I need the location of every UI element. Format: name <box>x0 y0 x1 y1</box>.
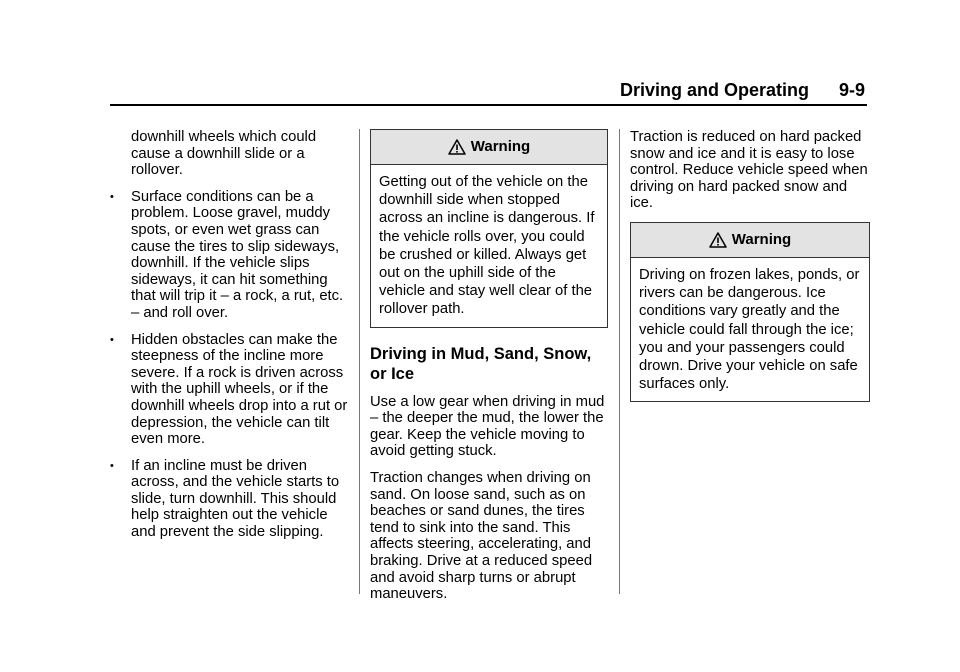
bullet-text: If an incline must be driven across, and the vehicle starts to slide, turn downhill. This should help straighten out the vehicle and prevent the side slipping. <box>131 457 340 541</box>
paragraph: Use a low gear when driving in mud – the deeper the mud, the lower the gear. Keep the vehicle moving to avoid getting stuck. <box>370 393 605 460</box>
warning-box <box>370 129 608 328</box>
warning-triangle-icon <box>709 232 727 248</box>
paragraph: Traction is reduced on hard packed snow and ice and it is easy to lose control. Reduce vehicle speed when driving on hard packed snow and ice. <box>630 129 868 212</box>
header-rule <box>110 104 867 106</box>
warning-title: Warning <box>731 230 792 248</box>
warning-text: Getting out of the vehicle on the downhill side when stopped across an incline is dangerous. If the vehicle rolls over, you could be crushed or killed. Always get out on the uphill side of the vehicle and stay well clear of the rollover path. <box>379 174 595 318</box>
bullet-text: Hidden obstacles can make the steepness of the incline more severe. If a rock is driven across with the uphill wheels, or if the downhill wheels drop into a rut or depression, the vehicle can tilt even more. <box>131 331 348 448</box>
column-divider <box>619 129 620 594</box>
bullet-icon: • <box>110 459 114 472</box>
section-heading: Driving in Mud, Sand, Snow, or Ice <box>370 344 592 383</box>
page-number: 9-9 <box>838 80 865 100</box>
bullet-item <box>110 189 350 322</box>
warning-text: Driving on frozen lakes, ponds, or rivers can be dangerous. Ice conditions vary greatly and the vehicle could fall through the ice; you and your passengers could drown. Drive your vehicle on safe surfaces only. <box>639 266 860 393</box>
bullet-item <box>110 332 350 448</box>
warning-header <box>631 223 869 258</box>
continued-bullet-text: downhill wheels which could cause a downhill slide or a rollover. <box>131 129 317 179</box>
warning-header <box>371 130 607 165</box>
bullet-icon: • <box>110 333 114 346</box>
section-title: Driving and Operating <box>619 80 809 100</box>
warning-title: Warning <box>470 137 531 155</box>
column-middle <box>370 129 608 613</box>
paragraph: Traction changes when driving on sand. On loose sand, such as on beaches or sand dunes, the tires tend to sink into the sand. This affects steering, accelerating, and braking. Drive at a reduced speed and avoid sharp turns or abrupt maneuvers. <box>370 470 593 603</box>
column-left <box>110 129 350 551</box>
page-header <box>110 80 865 100</box>
warning-triangle-icon <box>448 139 466 155</box>
bullet-item <box>110 458 350 541</box>
bullet-text: Surface conditions can be a problem. Loose gravel, muddy spots, or even wet grass can cause the tires to slip sideways, downhill. If the vehicle slips sideways, it can hit something that will trip it – a rock, a rut, etc. – and roll over. <box>131 188 344 321</box>
column-divider <box>359 129 360 594</box>
warning-box <box>630 222 870 402</box>
column-right <box>630 129 870 418</box>
bullet-icon: • <box>110 190 114 203</box>
